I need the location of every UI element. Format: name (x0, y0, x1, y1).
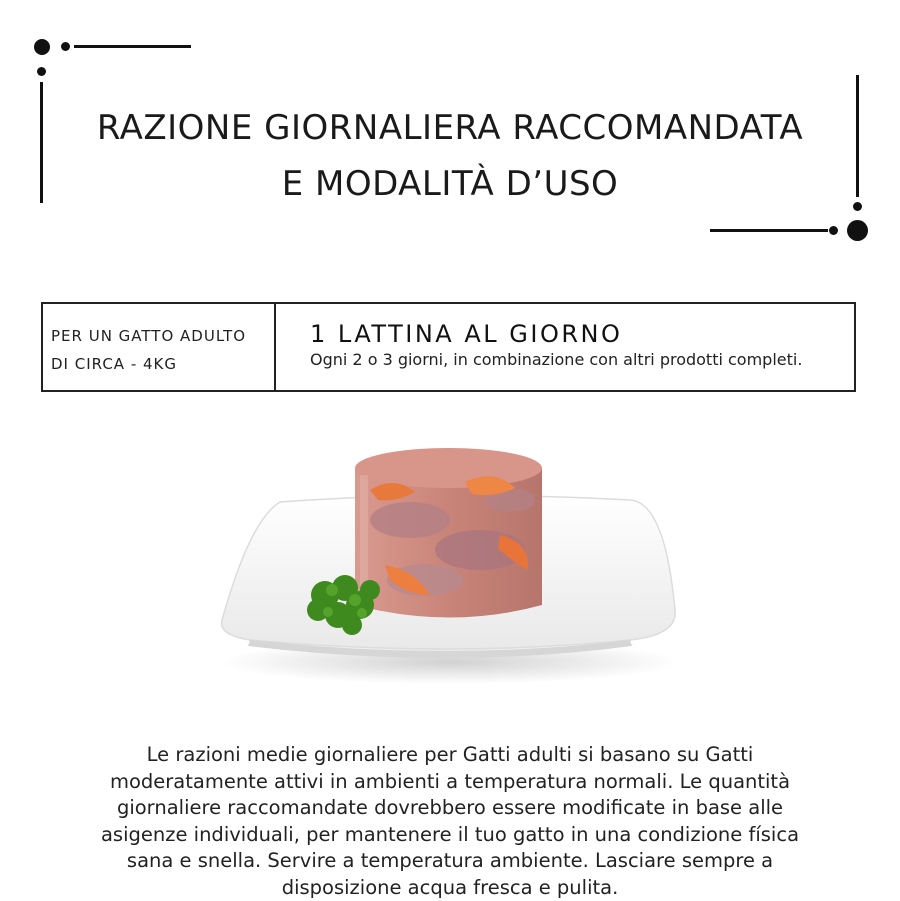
corner-dot-small (61, 42, 70, 51)
page-title (60, 100, 840, 212)
dosage-amount-cell (276, 304, 802, 390)
corner-line-vertical (856, 75, 859, 197)
corner-line-vertical (40, 82, 43, 203)
dosage-target-line: DI CIRCA - 4KG (51, 355, 178, 373)
corner-dot-small (853, 202, 862, 211)
corner-line-horizontal (74, 45, 191, 48)
title-line: E MODALITÀ D’USO (281, 164, 619, 204)
product-image (210, 430, 690, 690)
corner-dot-large (34, 39, 50, 55)
corner-dot-large (847, 220, 868, 241)
dosage-amount: 1 LATTINA AL GIORNO (310, 320, 623, 348)
dosage-table (41, 302, 856, 392)
corner-dot-small (37, 67, 46, 76)
feeding-description: Le razioni medie giornaliere per Gatti adulti si basano su Gatti moderatamente attivi in ambienti a temperatura normali. Le quantità giornaliere raccomandate dovrebbero essere modificate in base alle asigenze individuali, per mantenere il tuo gatto in una condizione física sana e snella. Servire a temperatura ambiente. Lasciare sempre a disposizione acqua fresca e pulita. (100, 743, 800, 899)
dosage-frequency: Ogni 2 o 3 giorni, in combinazione con altri prodotti completi. (310, 350, 803, 369)
dosage-target-line: PER UN GATTO ADULTO (51, 327, 247, 345)
corner-dot-small (829, 226, 838, 235)
corner-line-horizontal (710, 229, 828, 232)
dosage-target-cell (43, 304, 276, 390)
title-line: RAZIONE GIORNALIERA RACCOMANDATA (96, 108, 804, 148)
